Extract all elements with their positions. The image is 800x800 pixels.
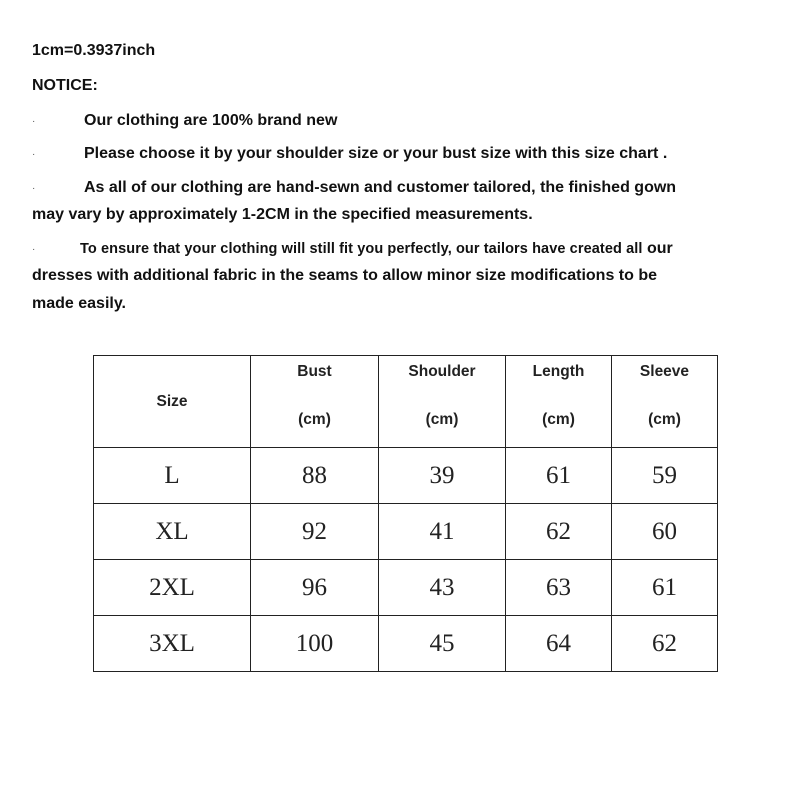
header-sleeve bbox=[612, 356, 718, 448]
header-unit: (cm) bbox=[648, 410, 681, 428]
notice-text-continued: may vary by approximately 1-2CM in the specified measurements. bbox=[32, 206, 533, 223]
notice-text: Please choose it by your shoulder size or your bust size with this size chart . bbox=[84, 145, 668, 162]
notice-text-continued: dresses with additional fabric in the seams to allow minor size modifications to be bbox=[32, 267, 658, 284]
notice-text: As all of our clothing are hand-sewn and customer tailored, the finished gown bbox=[84, 179, 677, 196]
cell-sleeve: 60 bbox=[612, 504, 718, 560]
header-shoulder bbox=[379, 356, 506, 448]
cell-bust: 88 bbox=[251, 448, 379, 504]
cell-shoulder: 39 bbox=[379, 448, 506, 504]
cell-sleeve: 59 bbox=[612, 448, 718, 504]
cell-shoulder: 43 bbox=[379, 560, 506, 616]
bullet-dot-icon: · bbox=[32, 244, 36, 255]
header-length bbox=[506, 356, 612, 448]
notice-text bbox=[80, 240, 673, 258]
cell-size: 2XL bbox=[94, 560, 251, 616]
notice-text-small: To ensure that your clothing will still fit you perfectly, our tailors have created all bbox=[80, 241, 643, 257]
cell-sleeve: 62 bbox=[612, 616, 718, 672]
bullet-dot-icon: · bbox=[32, 183, 36, 194]
header-unit: (cm) bbox=[425, 410, 459, 428]
cell-length: 61 bbox=[506, 448, 612, 504]
header-unit: (cm) bbox=[542, 410, 575, 428]
header-size bbox=[94, 356, 251, 448]
cell-length: 63 bbox=[506, 560, 612, 616]
cell-bust: 96 bbox=[251, 560, 379, 616]
cell-size: 3XL bbox=[94, 616, 251, 672]
header-label: Length bbox=[532, 362, 585, 380]
cell-size: L bbox=[94, 448, 251, 504]
size-chart-table bbox=[93, 355, 718, 672]
cell-size: XL bbox=[94, 504, 251, 560]
table-row bbox=[94, 504, 718, 560]
header-bust bbox=[251, 356, 379, 448]
unit-conversion: 1cm=0.3937inch bbox=[32, 42, 156, 59]
header-label: Size bbox=[156, 392, 188, 410]
notice-text-end: our bbox=[646, 240, 673, 257]
cell-bust: 92 bbox=[251, 504, 379, 560]
cell-length: 62 bbox=[506, 504, 612, 560]
cell-length: 64 bbox=[506, 616, 612, 672]
header-unit: (cm) bbox=[298, 410, 331, 428]
notice-text-continued: made easily. bbox=[32, 295, 126, 312]
table-header-row bbox=[94, 356, 718, 448]
header-label: Bust bbox=[297, 362, 332, 380]
table-row bbox=[94, 448, 718, 504]
cell-shoulder: 45 bbox=[379, 616, 506, 672]
header-label: Sleeve bbox=[639, 362, 690, 380]
bullet-dot-icon: · bbox=[32, 149, 36, 160]
cell-shoulder: 41 bbox=[379, 504, 506, 560]
cell-sleeve: 61 bbox=[612, 560, 718, 616]
notice-heading: NOTICE: bbox=[32, 77, 98, 94]
cell-bust: 100 bbox=[251, 616, 379, 672]
header-label: Shoulder bbox=[408, 362, 476, 380]
table-row bbox=[94, 560, 718, 616]
bullet-dot-icon: · bbox=[32, 116, 36, 127]
notice-text: Our clothing are 100% brand new bbox=[84, 112, 338, 129]
table-row bbox=[94, 616, 718, 672]
